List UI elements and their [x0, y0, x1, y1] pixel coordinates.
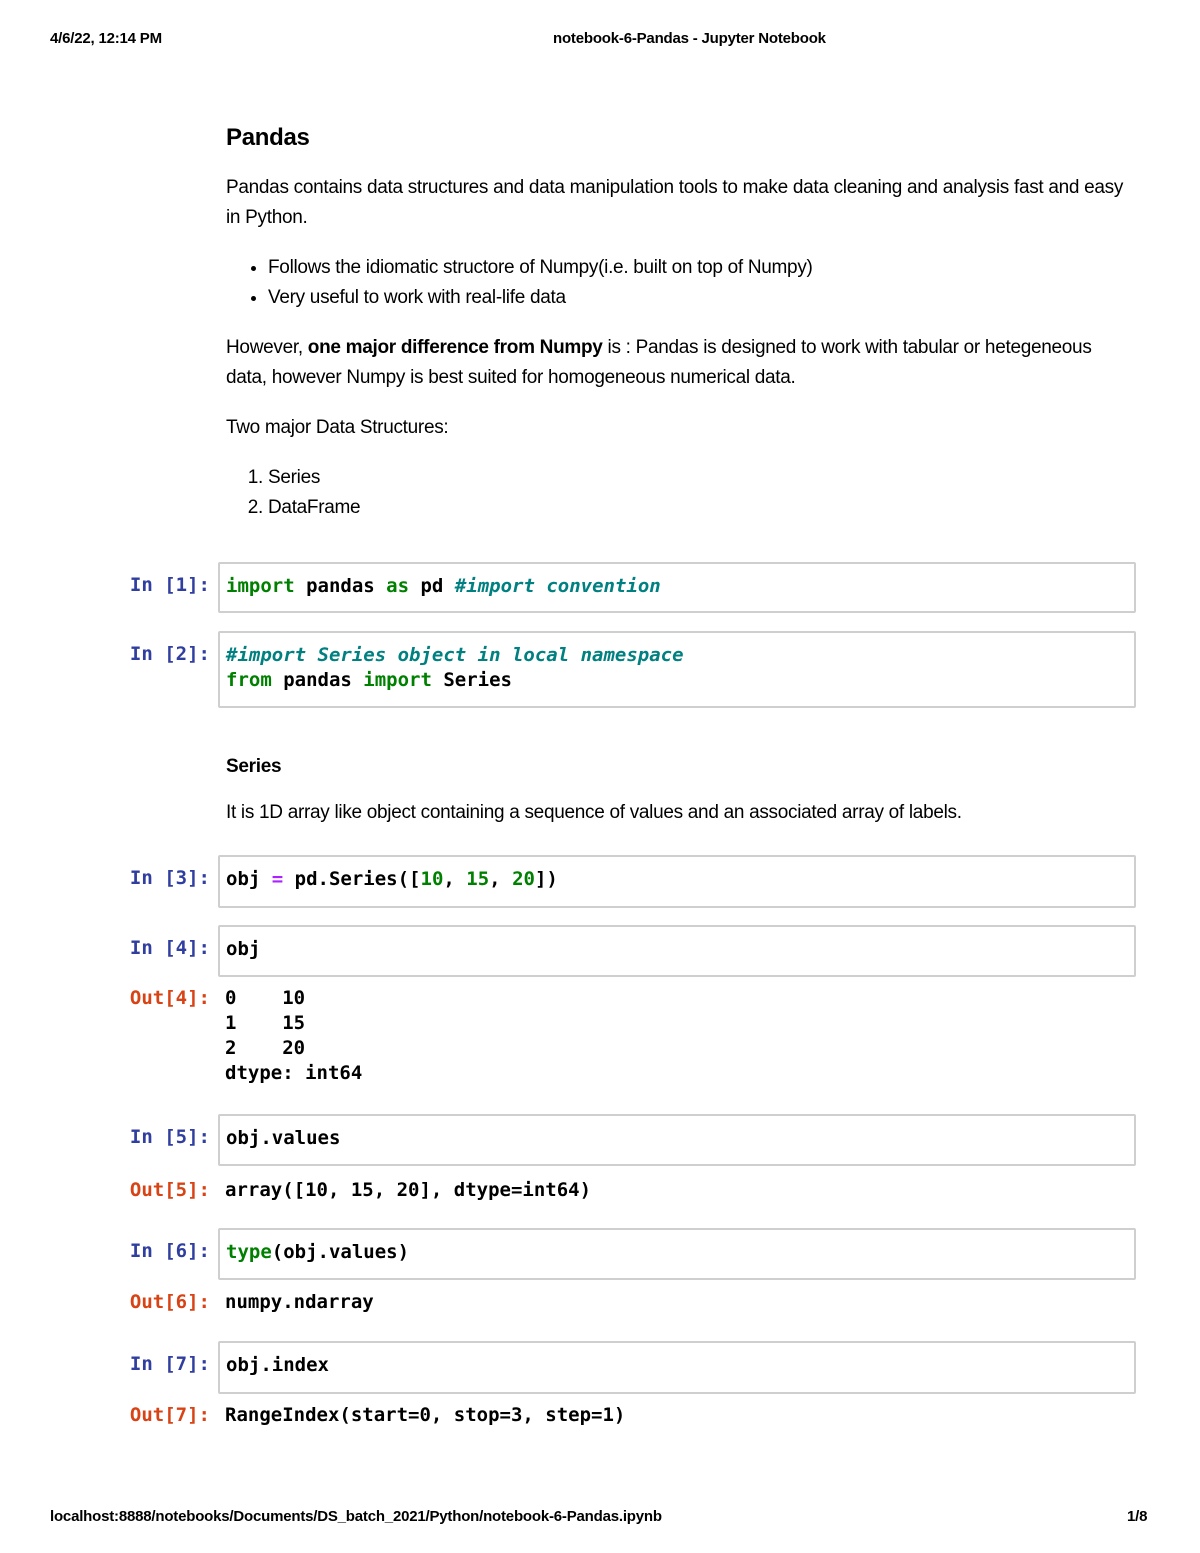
code-text: pandas	[294, 575, 387, 597]
out-prompt: Out[4]:	[129, 987, 210, 1009]
para-lead: However,	[226, 337, 308, 358]
number: 15	[466, 868, 490, 890]
code-text: ,	[489, 868, 513, 890]
heading-series: Series	[226, 756, 282, 777]
list-item: 1. Series	[268, 463, 1126, 493]
code-cell-4[interactable]	[218, 925, 1136, 977]
out-prompt: Out[7]:	[129, 1404, 210, 1426]
code-editor[interactable]: obj.index	[226, 1354, 329, 1376]
difference-paragraph	[226, 333, 1126, 393]
code-cell-2[interactable]	[218, 631, 1136, 708]
code-text: ])	[534, 868, 558, 890]
code-editor[interactable]	[220, 564, 1134, 599]
in-prompt: In [1]:	[129, 574, 210, 596]
list-item: • Very useful to work with real-life data	[268, 283, 1126, 313]
print-datetime: 4/6/22, 12:14 PM	[50, 30, 162, 47]
page-title: notebook-6-Pandas - Jupyter Notebook	[553, 30, 826, 47]
feature-list	[226, 253, 1126, 313]
list-item: 2. DataFrame	[268, 493, 1126, 523]
in-prompt: In [2]:	[129, 643, 210, 665]
code-cell-3[interactable]	[218, 855, 1136, 908]
code-text: obj	[226, 868, 272, 890]
para-rest: is : Pandas is designed to work with tabular or hetegeneous data, however Numpy is best suited for homogeneous numerical data.	[226, 337, 1092, 388]
code-text: ,	[443, 868, 467, 890]
series-description: It is 1D array like object containing a sequence of values and an associated array of labels.	[226, 802, 962, 823]
code-editor[interactable]	[220, 857, 1134, 892]
code-text: pandas	[271, 669, 364, 691]
number: 20	[512, 868, 535, 890]
in-prompt: In [7]:	[129, 1353, 210, 1375]
cell-output: 0 10 1 15 2 20 dtype: int64	[225, 987, 363, 1084]
code-text: pd.Series([	[283, 868, 421, 890]
code-editor[interactable]: obj	[226, 938, 261, 960]
keyword: import	[226, 575, 295, 597]
intro-paragraph: Pandas contains data structures and data manipulation tools to make data cleaning and analysis fast and easy in Python.	[226, 177, 1124, 228]
cell-output: numpy.ndarray	[225, 1291, 374, 1313]
series-markdown	[226, 752, 1126, 828]
keyword: import	[363, 669, 432, 691]
structures-list	[226, 463, 1126, 523]
list-item: • Follows the idiomatic structore of Numpy(i.e. built on top of Numpy)	[268, 253, 1126, 283]
keyword: as	[386, 575, 410, 597]
cell-output: array([10, 15, 20], dtype=int64)	[225, 1179, 592, 1201]
footer-url: localhost:8888/notebooks/Documents/DS_batch_2021/Python/notebook-6-Pandas.ipynb	[50, 1508, 662, 1525]
code-cell-6[interactable]	[218, 1228, 1136, 1280]
code-cell-5[interactable]	[218, 1114, 1136, 1166]
in-prompt: In [3]:	[129, 867, 210, 889]
code-editor[interactable]: obj.values	[226, 1127, 341, 1149]
code-comment: #import convention	[454, 575, 661, 597]
code-text: (obj.values)	[271, 1241, 410, 1263]
keyword: from	[226, 669, 272, 691]
in-prompt: In [5]:	[129, 1126, 210, 1148]
in-prompt: In [4]:	[129, 937, 210, 959]
code-cell-7[interactable]	[218, 1341, 1136, 1394]
out-prompt: Out[6]:	[129, 1291, 210, 1313]
structures-intro: Two major Data Structures:	[226, 417, 449, 438]
heading-pandas: Pandas	[226, 124, 310, 151]
cell-output: RangeIndex(start=0, stop=3, step=1)	[225, 1404, 626, 1426]
builtin: type	[226, 1241, 272, 1263]
code-editor[interactable]	[220, 1230, 1134, 1265]
code-text: Series	[431, 669, 512, 691]
number: 10	[420, 868, 444, 890]
code-text: pd	[409, 575, 455, 597]
code-comment: #import Series object in local namespace	[226, 644, 684, 666]
code-cell-1[interactable]	[218, 562, 1136, 613]
code-editor[interactable]	[220, 633, 1134, 693]
operator: =	[271, 868, 284, 890]
out-prompt: Out[5]:	[129, 1179, 210, 1201]
in-prompt: In [6]:	[129, 1240, 210, 1262]
page-number: 1/8	[1127, 1508, 1148, 1525]
para-bold: one major difference from Numpy	[307, 337, 603, 358]
intro-markdown	[226, 123, 1126, 523]
